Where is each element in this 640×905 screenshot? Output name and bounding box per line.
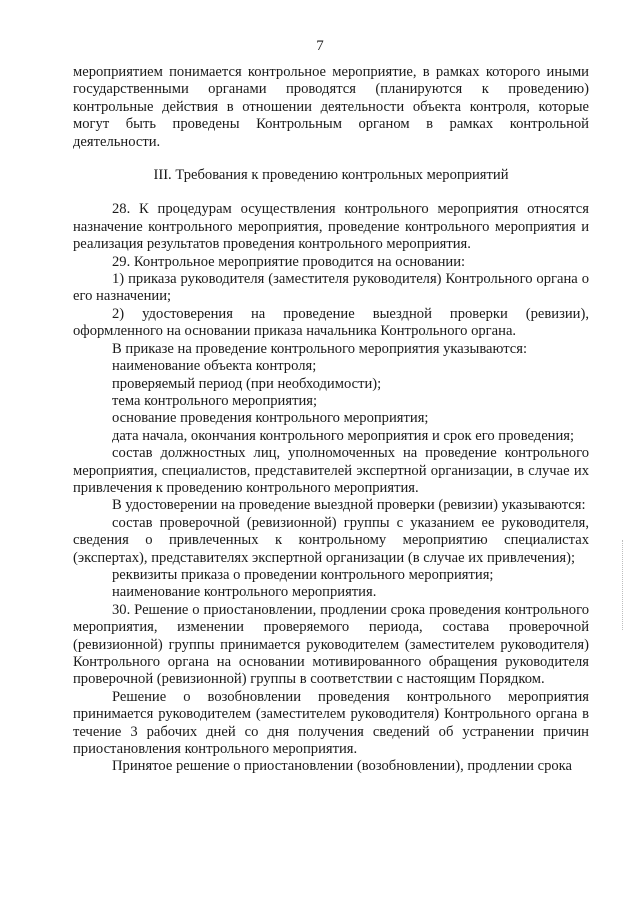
list-item-order: 1) приказа руководителя (заместителя руководителя) Контрольного органа о его назначении; (73, 271, 589, 305)
paragraph-30: 30. Решение о приостановлении, продлении срока проведения контрольного мероприятия, изменении проверяемого периода, состава проверочной (ревизионной) группы принимается руководителем (заместителем руководителя) Контрольного органа на основании мотивированного обращения руководителя проверочной (ревизионной) группы в соответствии с настоящим Порядком. (73, 601, 589, 688)
margin-dotted-line (622, 540, 624, 630)
paragraph-29: 29. Контрольное мероприятие проводится на основании: (112, 253, 466, 270)
certificate-contents-intro: В удостоверении на проведение выездной проверки (ревизии) указываются: (112, 497, 586, 514)
certificate-item-event-name: наименование контрольного мероприятия. (112, 584, 377, 601)
list-item-certificate: 2) удостоверения на проведение выездной проверки (ревизии), оформленного на основании приказа начальника Контрольного органа. (73, 305, 589, 340)
order-item-topic: тема контрольного мероприятия; (112, 392, 318, 409)
paragraph-28: 28. К процедурам осуществления контрольного мероприятия относятся назначение контрольного мероприятия, проведение контрольного мероприятия и реализация результатов проведения контрольного мероприятия. (73, 201, 589, 253)
certificate-item-order-details: реквизиты приказа о проведении контрольного мероприятия; (112, 566, 494, 583)
certificate-item-group: состав проверочной (ревизионной) группы с указанием ее руководителя, сведения о привлеченных к контрольному мероприятию специалистах (экспертах), представителях экспертной организации (в случае их привлечения); (73, 514, 589, 566)
section-title: III. Требования к проведению контрольных мероприятий (153, 167, 509, 184)
order-item-dates: дата начала, окончания контрольного мероприятия и срок его проведения; (112, 427, 575, 444)
order-item-staff: состав должностных лиц, уполномоченных на проведение контрольного мероприятия, специалистов, представителей экспертной организации, в случае их привлечения к проведению контрольного мероприятия. (73, 445, 589, 496)
order-item-basis: основание проведения контрольного мероприятия; (112, 410, 429, 427)
paragraph-resumption: Решение о возобновлении проведения контрольного мероприятия принимается руководителем (заместителем руководителя) Контрольного органа в течение 3 рабочих дней со дня получения сведений об устранении причин приостановления контрольного мероприятия. (73, 688, 589, 758)
order-item-period: проверяемый период (при необходимости); (112, 375, 382, 392)
order-item-object-name: наименование объекта контроля; (112, 358, 317, 375)
page-number: 7 (316, 38, 324, 54)
intro-paragraph: мероприятием понимается контрольное мероприятие, в рамках которого иными государственными органами проводятся (планируются к проведению) контрольные действия в отношении деятельности объекта контроля, которые могут быть проведены Контрольным органом в рамках контрольной деятельности. (73, 64, 589, 150)
document-body (73, 64, 589, 776)
order-contents-intro: В приказе на проведение контрольного мероприятия указываются: (112, 340, 528, 357)
paragraph-decision: Принятое решение о приостановлении (возобновлении), продлении срока (112, 758, 573, 775)
